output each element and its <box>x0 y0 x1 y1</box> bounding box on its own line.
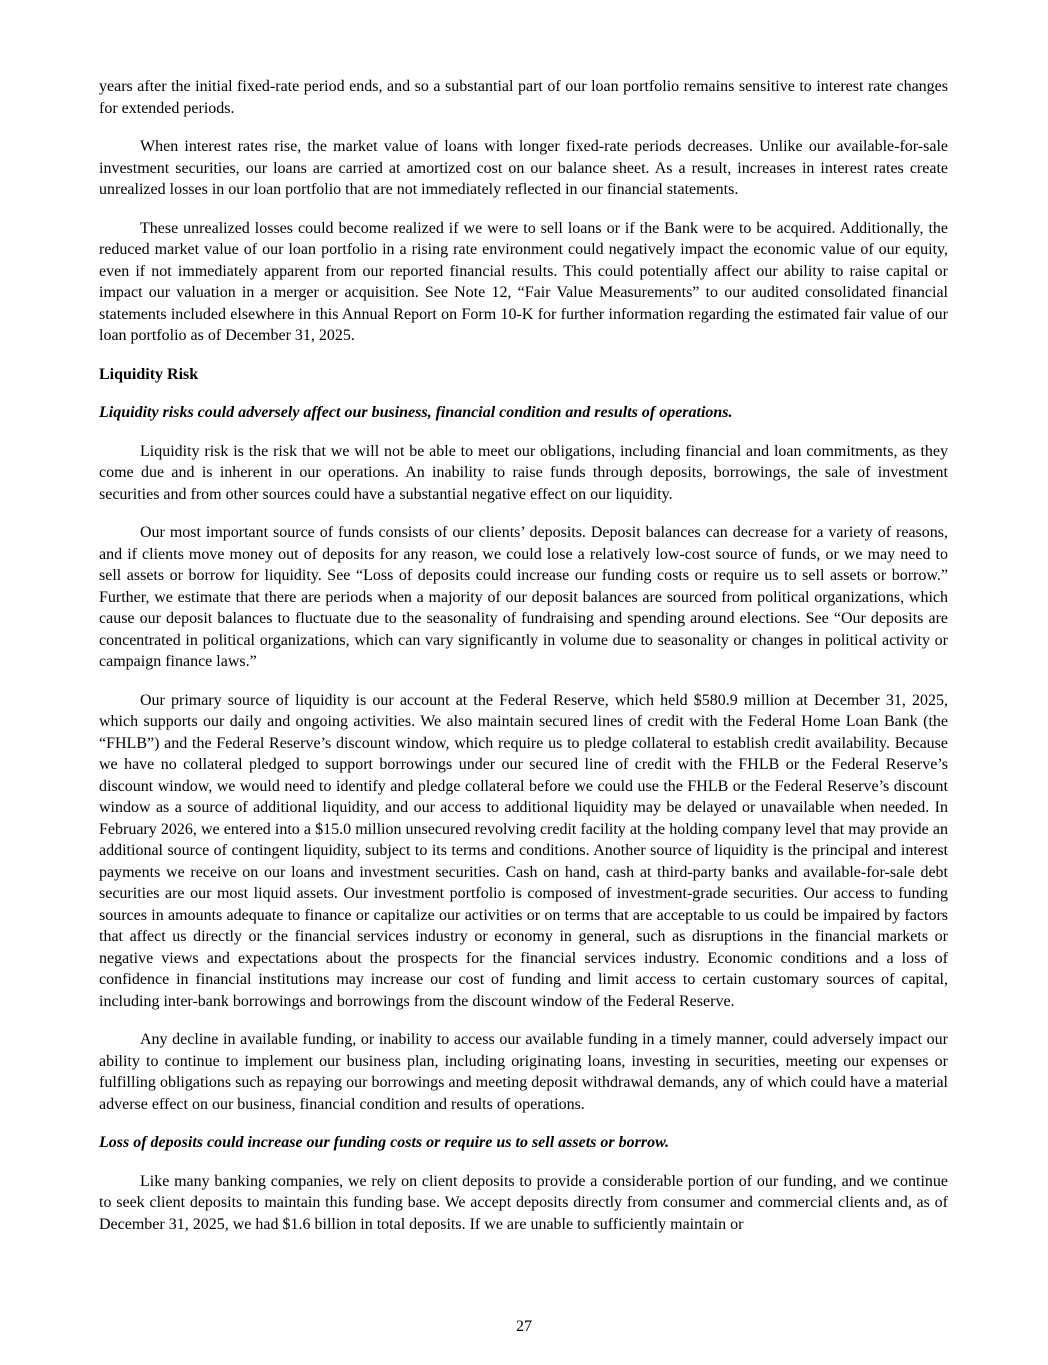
paragraph: These unrealized losses could become realized if we were to sell loans or if the Bank were to be acquired. Additionally, the reduced market value of our loan portfolio in a rising rate environment could negatively impact the economic value of our equity, even if not immediately apparent from our reported financial results. This could potentially affect our ability to raise capital or impact our valuation in a merger or acquisition. See Note 12, “Fair Value Measurements” to our audited consolidated financial statements included elsewhere in this Annual Report on Form 10-K for further information regarding the estimated fair value of our loan portfolio as of December 31, 2025. <box>99 219 948 344</box>
risk-factor-heading-loss-of-deposits: Loss of deposits could increase our funding costs or require us to sell assets or borrow. <box>99 1134 670 1151</box>
paragraph: Any decline in available funding, or inability to access our available funding in a timely manner, could adversely impact our ability to continue to implement our business plan, including originating loans, investing in securities, meeting our expenses or fulfilling obligations such as repaying our borrowings and meeting deposit withdrawal demands, any of which could have a material adverse effect on our business, financial condition and results of operations. <box>99 1031 948 1113</box>
paragraph: Like many banking companies, we rely on client deposits to provide a considerable portion of our funding, and we continue to seek client deposits to maintain this funding base. We accept deposits directly from consumer and commercial clients and, as of December 31, 2025, we had $1.6 billion in total deposits. If we are unable to sufficiently maintain or <box>99 1172 948 1233</box>
paragraph: Liquidity risk is the risk that we will not be able to meet our obligations, including financial and loan commitments, as they come due and is inherent in our operations. An inability to raise funds through deposits, borrowings, the sale of investment securities and from other sources could have a substantial negative effect on our liquidity. <box>99 442 948 503</box>
risk-factor-heading-liquidity: Liquidity risks could adversely affect our business, financial condition and results of operations. <box>99 404 733 421</box>
paragraph: Our primary source of liquidity is our account at the Federal Reserve, which held $580.9 million at December 31, 2025, which supports our daily and ongoing activities. We also maintain secured lines of credit with the Federal Home Loan Bank (the “FHLB”) and the Federal Reserve’s discount window, which require us to pledge collateral to establish credit availability. Because we have no collateral pledged to support borrowings under our secured line of credit with the FHLB or the Federal Reserve’s discount window, we would need to identify and pledge collateral before we could use the FHLB or the Federal Reserve’s discount window as a source of additional liquidity, and our access to additional liquidity may be delayed or unavailable when needed. In February 2026, we entered into a $15.0 million unsecured revolving credit facility at the holding company level that may provide an additional source of contingent liquidity, subject to its terms and conditions. Another source of liquidity is the principal and interest payments we receive on our loans and investment securities. Cash on hand, cash at third-party banks and available-for-sale debt securities are our most liquid assets. Our investment portfolio is composed of investment-grade securities. Our access to funding sources in amounts adequate to finance or capitalize our activities or on terms that are acceptable to us could be impaired by factors that affect us directly or the financial services industry or economy in general, such as disruptions in the financial markets or negative views and expectations about the prospects for the financial services industry. Economic conditions and a loss of confidence in financial institutions may increase our cost of funding and limit access to certain customary sources of capital, including inter-bank borrowings and borrowings from the discount window of the Federal Reserve. <box>99 691 948 1010</box>
section-heading-liquidity-risk: Liquidity Risk <box>99 365 199 383</box>
paragraph: When interest rates rise, the market value of loans with longer fixed-rate periods decreases. Unlike our available-for-sale investment securities, our loans are carried at amortized cost on our balance sheet. As a result, increases in interest rates create unrealized losses in our loan portfolio that are not immediately reflected in our financial statements. <box>99 138 948 198</box>
paragraph: Our most important source of funds consists of our clients’ deposits. Deposit balances can decrease for a variety of reasons, and if clients move money out of deposits for any reason, we could lose a relatively low-cost source of funds, or we may need to sell assets or borrow for liquidity. See “Loss of deposits could increase our funding costs or require us to sell assets or borrow.” Further, we estimate that there are periods when a majority of our deposit balances are sourced from political organizations, which cause our deposit balances to fluctuate due to the seasonality of fundraising and spending around elections. See “Our deposits are concentrated in political organizations, which can vary significantly in volume due to seasonality or changes in political activity or campaign finance laws.” <box>99 524 948 670</box>
paragraph: years after the initial fixed-rate period ends, and so a substantial part of our loan portfolio remains sensitive to interest rate changes for extended periods. <box>99 78 948 117</box>
page-number: 27 <box>516 1317 532 1335</box>
